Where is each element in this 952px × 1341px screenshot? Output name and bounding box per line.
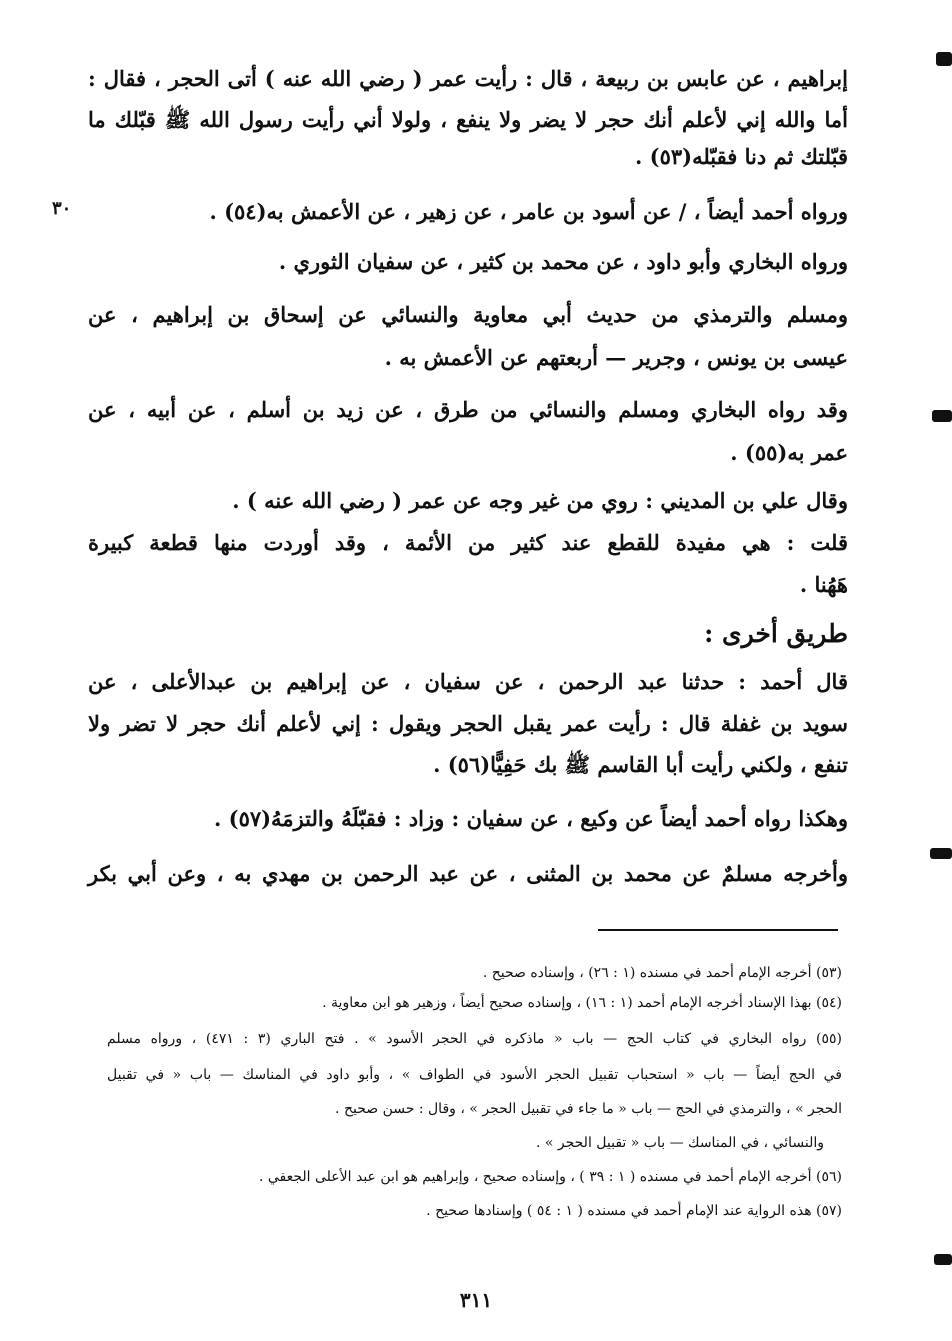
footnote-line: (٥٦) أخرجه الإمام أحمد في مسنده ( ١ : ٣٩ ) ، وإسناده صحيح ، وإبراهيم هو ابن عبد الأعلى الجعفي . [258,1169,842,1185]
text-line: ورواه أحمد أيضاً ، / عن أسود بن عامر ، عن زهير ، عن الأعمش به(٥٤) . [209,199,848,224]
footnote-line: (٥٧) هذه الرواية عند الإمام أحمد في مسنده ( ١ : ٥٤ ) وإسنادها صحيح . [426,1203,842,1219]
scan-edge-mark [930,848,952,859]
scan-edge-mark [936,52,952,66]
text-line: وقال علي بن المديني : روي من غير وجه عن عمر ( رضي الله عنه ) . [232,488,848,513]
footnote-line: (٥٤) بهذا الإسناد أخرجه الإمام أحمد (١ : ١٦) ، وإسناده صحيح أيضاً ، وزهير هو ابن معاوية . [322,995,842,1011]
text-line: إبراهيم ، عن عابس بن ربيعة ، قال : رأيت عمر ( رضي الله عنه ) أتى الحجر ، فقال : [88,66,848,91]
text-line: هَهُنا . [799,572,848,597]
text-line: عيسى بن يونس ، وجرير — أربعتهم عن الأعمش به . [384,345,848,370]
text-line: قال أحمد : حدثنا عبد الرحمن ، عن سفيان ، عن إبراهيم بن عبدالأعلى ، عن [88,669,848,694]
text-line: قلت : هي مفيدة للقطع عند كثير من الأئمة ، وقد أوردت منها قطعة كبيرة [88,530,848,555]
scan-edge-mark [932,410,952,422]
footnote-line: (٥٥) رواه البخاري في كتاب الحج — باب « ماذكره في الحجر الأسود » . فتح الباري (٣ : ٤٧١) ، ورواه مسلم [107,1031,842,1047]
text-line: أما والله إني لأعلم أنك حجر لا يضر ولا ينفع ، ولولا أني رأيت رسول الله ﷺ قبّلك ما [88,107,848,132]
section-heading: طريق أخرى : [704,619,848,648]
text-line: ورواه البخاري وأبو داود ، عن محمد بن كثير ، عن سفيان الثوري . [278,249,848,274]
footnote-line: (٥٣) أخرجه الإمام أحمد في مسنده (١ : ٢٦) ، وإسناده صحيح . [482,965,842,981]
text-line: عمر به(٥٥) . [730,440,848,465]
text-line: قبّلتك ثم دنا فقبّله(٥٣) . [635,144,848,169]
text-line: وهكذا رواه أحمد أيضاً عن وكيع ، عن سفيان : وزاد : فقبّلَهُ والتزمَهُ(٥٧) . [214,806,848,831]
text-line: سويد بن غفلة قال : رأيت عمر يقبل الحجر ويقول : إني لأعلم أنك حجر لا تضر ولا [88,711,848,736]
page-number: ٣١١ [459,1288,493,1312]
text-line: ومسلم والترمذي من حديث أبي معاوية والنسائي عن إسحاق بن إبراهيم ، عن [88,302,848,327]
footnote-divider [598,929,838,931]
footnote-line: الحجر » ، والترمذي في الحج — باب « ما جاء في تقبيل الحجر » ، وقال : حسن صحيح . [335,1101,842,1117]
footnote-line: والنسائي ، في المناسك — باب « تقبيل الحجر » . [535,1135,824,1151]
footnote-line: في الحج أيضاً — باب « استحباب تقبيل الحجر الأسود في الطواف » ، وأبو داود في المناسك — باب « في تقبيل [107,1067,842,1083]
scan-edge-mark [934,1254,952,1265]
text-line: وأخرجه مسلمٌ عن محمد بن المثنى ، عن عبد الرحمن بن مهدي به ، وعن أبي بكر [88,861,848,886]
text-line: تنفع ، ولكني رأيت أبا القاسم ﷺ بك حَفِيًّا(٥٦) . [433,752,848,777]
margin-marker: ٣٠ [52,198,72,219]
text-line: وقد رواه البخاري ومسلم والنسائي من طرق ، عن زيد بن أسلم ، عن أبيه ، عن [88,397,848,422]
